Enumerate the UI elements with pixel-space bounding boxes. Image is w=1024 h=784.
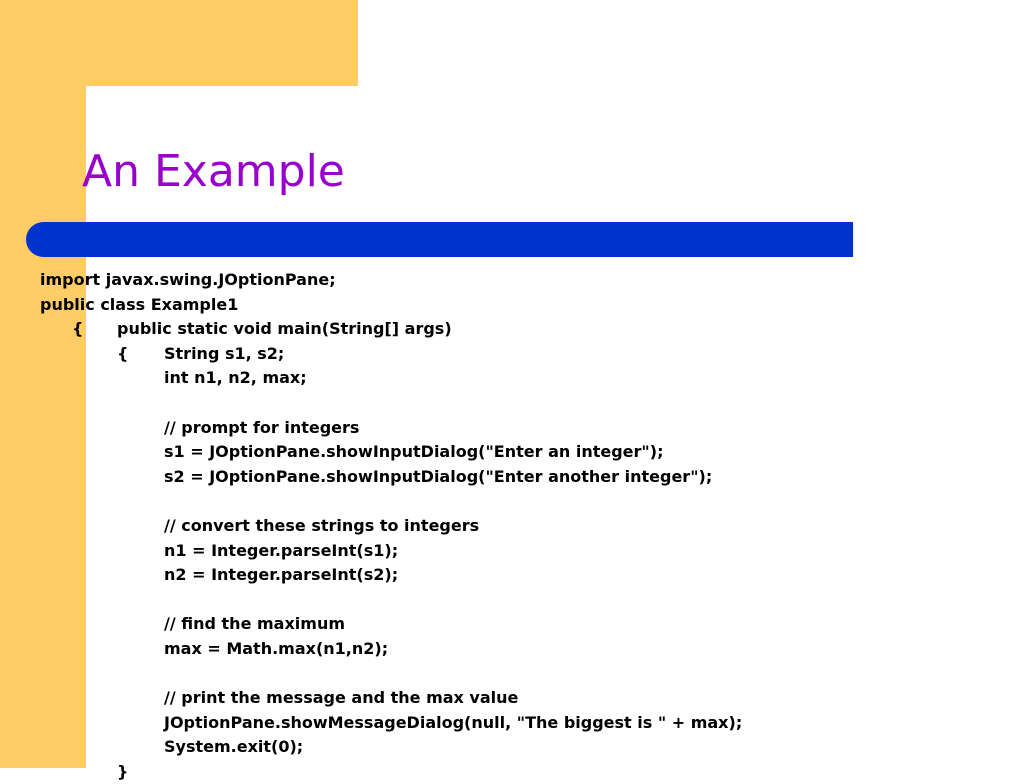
code-text: max = Math.max(n1,n2); xyxy=(164,638,389,658)
code-text: public static void main(String[] args) xyxy=(117,319,452,339)
code-line xyxy=(40,440,1000,465)
code-text: s2 = JOptionPane.showInputDialog("Enter another integer"); xyxy=(164,466,713,486)
code-line xyxy=(40,416,1000,441)
code-comment: // find the maximum xyxy=(164,614,345,634)
code-line xyxy=(40,391,1000,416)
code-text: } xyxy=(117,761,129,781)
top-accent-band xyxy=(0,0,358,86)
code-text: System.exit(0); xyxy=(164,737,304,757)
code-text: n1 = Integer.parseInt(s1); xyxy=(164,540,399,560)
code-line xyxy=(40,711,1000,736)
code-line xyxy=(40,465,1000,490)
slide-title: An Example xyxy=(82,146,345,197)
code-line xyxy=(40,760,1000,784)
code-text: s1 = JOptionPane.showInputDialog("Enter an integer"); xyxy=(164,442,664,462)
code-line xyxy=(40,686,1000,711)
code-text: int n1, n2, max; xyxy=(164,368,307,388)
code-line xyxy=(40,293,1000,318)
code-comment: // print the message and the max value xyxy=(164,688,519,708)
code-text: String s1, s2; xyxy=(164,343,285,363)
code-text: { xyxy=(72,319,84,339)
code-line xyxy=(40,366,1000,391)
code-line xyxy=(40,563,1000,588)
code-text: JOptionPane.showMessageDialog(null, "The biggest is " + max); xyxy=(164,712,743,732)
code-line xyxy=(40,539,1000,564)
code-line xyxy=(40,317,1000,342)
code-line xyxy=(40,268,1000,293)
code-line xyxy=(40,514,1000,539)
code-line xyxy=(40,342,1000,367)
title-rule xyxy=(26,222,853,257)
code-text: { xyxy=(117,343,129,363)
code-line xyxy=(40,662,1000,687)
code-comment: // convert these strings to integers xyxy=(164,515,480,535)
code-text: public class Example1 xyxy=(40,294,239,314)
code-line xyxy=(40,637,1000,662)
code-line xyxy=(40,735,1000,760)
code-line xyxy=(40,612,1000,637)
code-text: n2 = Integer.parseInt(s2); xyxy=(164,565,399,585)
code-line xyxy=(40,489,1000,514)
code-comment: // prompt for integers xyxy=(164,417,360,437)
code-line xyxy=(40,588,1000,613)
code-listing xyxy=(40,268,1000,784)
code-text: import javax.swing.JOptionPane; xyxy=(40,270,336,289)
